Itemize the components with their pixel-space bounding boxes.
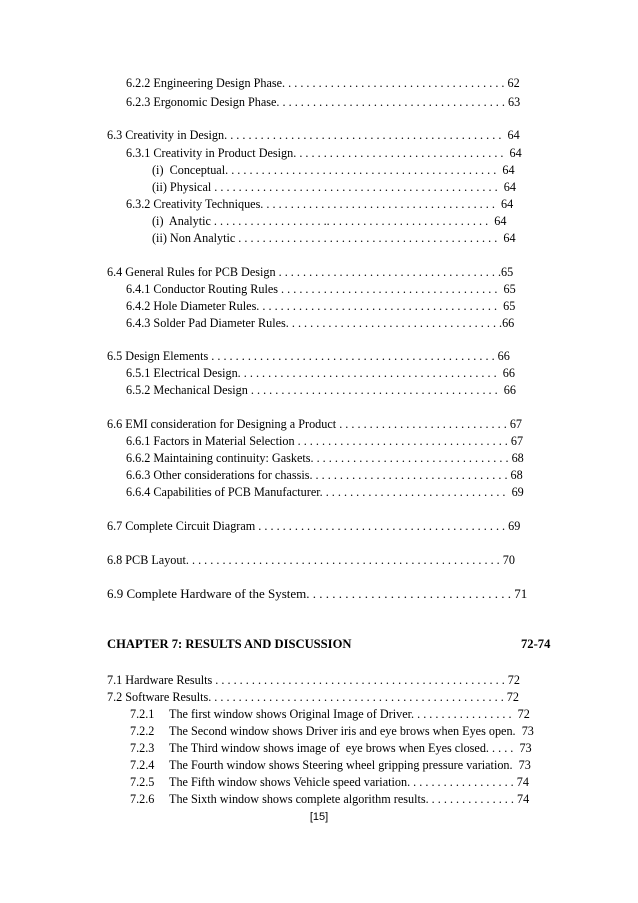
toc-entry-number: 7.2.4 xyxy=(130,758,155,772)
toc-entry: 6.4 General Rules for PCB Design . . . . . . . . . . . . . . . . . . . . . . . . . . . . . . . . . . . . .65 xyxy=(107,265,514,279)
toc-entry: 6.3.1 Creativity in Product Design. . . . . . . . . . . . . . . . . . . . . . . . . . . . . . . . . . . 64 xyxy=(126,146,522,160)
toc-entry-number: 7.2.1 xyxy=(130,707,155,721)
toc-entry: 6.6 EMI consideration for Designing a Product . . . . . . . . . . . . . . . . . . . . . . . . . . . . 67 xyxy=(107,417,523,431)
toc-entry: The first window shows Original Image of Driver. . . . . . . . . . . . . . . . . 72 xyxy=(169,707,530,721)
toc-entry: 6.6.2 Maintaining continuity: Gaskets. . . . . . . . . . . . . . . . . . . . . . . . . . . . . . . . . 68 xyxy=(126,451,524,465)
toc-entry: The Third window shows image of eye brows when Eyes closed. . . . . 73 xyxy=(169,741,532,755)
toc-entry: The Fifth window shows Vehicle speed variation. . . . . . . . . . . . . . . . . . 74 xyxy=(169,775,529,789)
toc-entry: The Second window shows Driver iris and eye brows when Eyes open. 73 xyxy=(169,724,534,738)
toc-entry: (ii) Non Analytic . . . . . . . . . . . . . . . . . . . . . . . . . . . . . . . . . . . . . . . . . . . 64 xyxy=(152,231,516,245)
toc-entry: 6.4.2 Hole Diameter Rules. . . . . . . . . . . . . . . . . . . . . . . . . . . . . . . . . . . . . . . . 65 xyxy=(126,299,516,313)
toc-entry: 6.2.3 Ergonomic Design Phase. . . . . . . . . . . . . . . . . . . . . . . . . . . . . . . . . . . . . . 63 xyxy=(126,95,521,109)
toc-entry: (ii) Physical . . . . . . . . . . . . . . . . . . . . . . . . . . . . . . . . . . . . . . . . . . . . . . . 64 xyxy=(152,180,516,194)
chapter-pages: 72-74 xyxy=(521,637,551,651)
toc-entry-number: 7.2.3 xyxy=(130,741,155,755)
toc-entry-number: 7.2.2 xyxy=(130,724,155,738)
toc-entry: 6.4.3 Solder Pad Diameter Rules. . . . . . . . . . . . . . . . . . . . . . . . . . . . . . . . . . . .66 xyxy=(126,316,515,330)
toc-entry-number: 7.2.6 xyxy=(130,792,155,806)
toc-entry: 7.2 Software Results. . . . . . . . . . . . . . . . . . . . . . . . . . . . . . . . . . . . . . . . . . . . . . . . . 72 xyxy=(107,690,519,704)
toc-entry: 6.3 Creativity in Design. . . . . . . . . . . . . . . . . . . . . . . . . . . . . . . . . . . . . . . . . . . . . . 64 xyxy=(107,128,520,142)
toc-entry: 6.5 Design Elements . . . . . . . . . . . . . . . . . . . . . . . . . . . . . . . . . . . . . . . . . . . . . . . 66 xyxy=(107,349,510,363)
toc-entry: 6.6.4 Capabilities of PCB Manufacturer. . . . . . . . . . . . . . . . . . . . . . . . . . . . . . . 69 xyxy=(126,485,524,499)
toc-entry: (i) Conceptual. . . . . . . . . . . . . . . . . . . . . . . . . . . . . . . . . . . . . . . . . . . . . 64 xyxy=(152,163,515,177)
toc-entry: 6.3.2 Creativity Techniques. . . . . . . . . . . . . . . . . . . . . . . . . . . . . . . . . . . . . . . 64 xyxy=(126,197,514,211)
toc-entry: 6.5.1 Electrical Design. . . . . . . . . . . . . . . . . . . . . . . . . . . . . . . . . . . . . . . . . . . 66 xyxy=(126,366,515,380)
toc-entry: 6.4.1 Conductor Routing Rules . . . . . . . . . . . . . . . . . . . . . . . . . . . . . . . . . . . . 65 xyxy=(126,282,516,296)
toc-entry: 6.7 Complete Circuit Diagram . . . . . . . . . . . . . . . . . . . . . . . . . . . . . . . . . . . . . . . . . 69 xyxy=(107,519,521,533)
page-number: [15] xyxy=(309,811,329,823)
toc-entry: 6.6.1 Factors in Material Selection . . . . . . . . . . . . . . . . . . . . . . . . . . . . . . . . . . . 67 xyxy=(126,434,524,448)
toc-entry: The Sixth window shows complete algorithm results. . . . . . . . . . . . . . . 74 xyxy=(169,792,530,806)
toc-entry: 6.2.2 Engineering Design Phase. . . . . . . . . . . . . . . . . . . . . . . . . . . . . . . . . . . . . 62 xyxy=(126,76,520,90)
toc-entry: 6.5.2 Mechanical Design . . . . . . . . . . . . . . . . . . . . . . . . . . . . . . . . . . . . . . . . . 66 xyxy=(126,383,516,397)
toc-entry: 7.1 Hardware Results . . . . . . . . . . . . . . . . . . . . . . . . . . . . . . . . . . . . . . . . . . . . . . . . 72 xyxy=(107,673,520,687)
toc-entry: (i) Analytic . . . . . . . . . . . . . . . . . . .. . . . . . . . . . . . . . . . . . . . . . . . . . . 64 xyxy=(152,214,507,228)
toc-entry: The Fourth window shows Steering wheel gripping pressure variation. 73 xyxy=(169,758,531,772)
toc-entry: 6.8 PCB Layout. . . . . . . . . . . . . . . . . . . . . . . . . . . . . . . . . . . . . . . . . . . . . . . . . . . . 70 xyxy=(107,553,515,567)
toc-entry-number: 7.2.5 xyxy=(130,775,155,789)
chapter-heading: CHAPTER 7: RESULTS AND DISCUSSION xyxy=(107,637,352,651)
toc-entry: 6.9 Complete Hardware of the System. . . . . . . . . . . . . . . . . . . . . . . . . . . . . . . . 71 xyxy=(107,586,528,601)
toc-entry: 6.6.3 Other considerations for chassis. . . . . . . . . . . . . . . . . . . . . . . . . . . . . . . . . 68 xyxy=(126,468,523,482)
